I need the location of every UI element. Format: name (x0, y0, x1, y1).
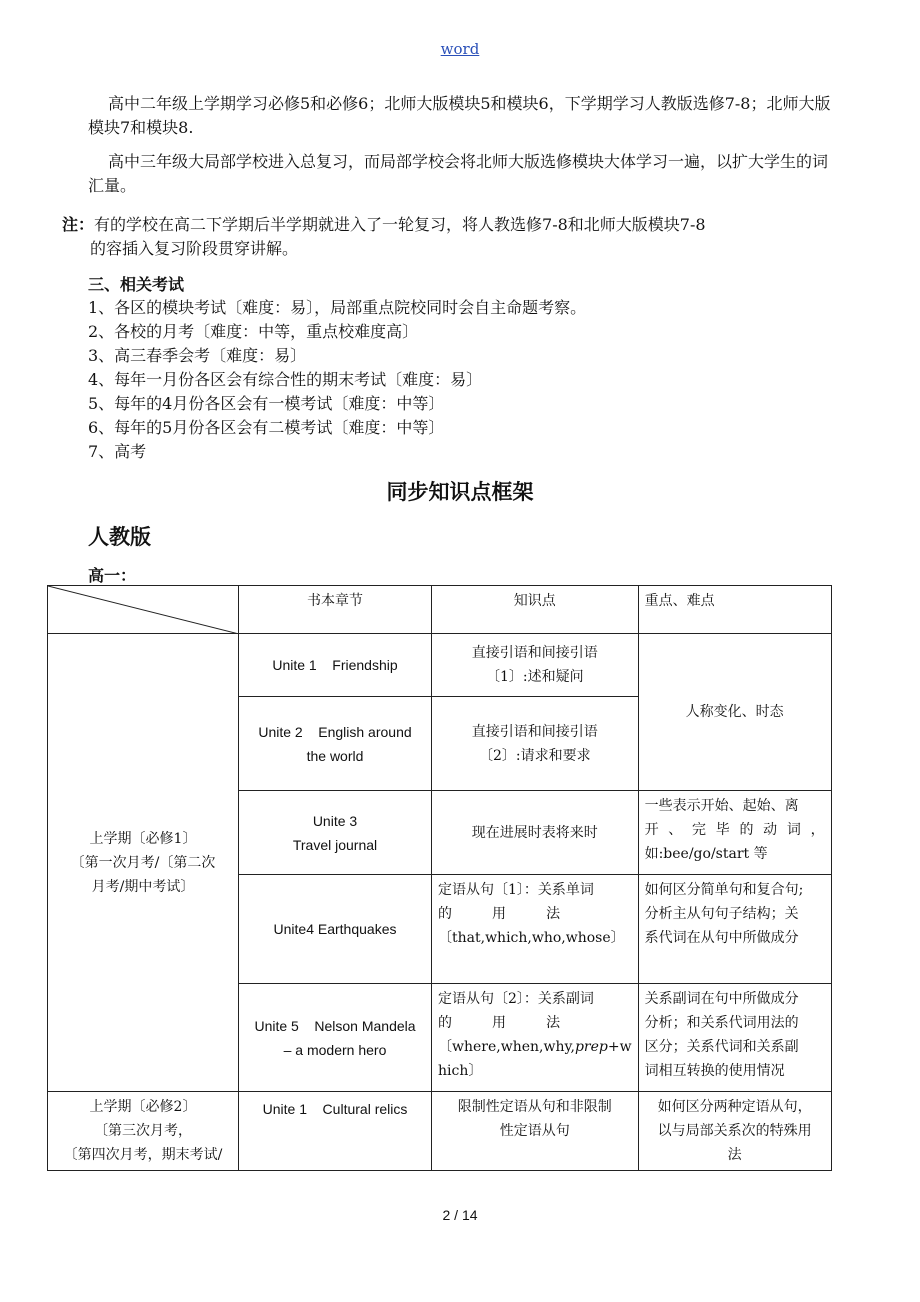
chapter-cell (239, 875, 432, 984)
point-line: 〔that,which,who,whose〕 (438, 930, 625, 946)
term1-line: 月考/期中考试〕 (91, 878, 195, 895)
point-cell (432, 697, 639, 791)
difficulty-line: 区分；关系代词和关系副 (644, 1039, 799, 1055)
header-word-link[interactable]: word (440, 40, 480, 58)
chapter-line: Unite 5 Nelson Mandela (254, 1017, 416, 1034)
list-item: 7、高考 (88, 442, 147, 461)
difficulty-line: 如:bee/go/start 等 (644, 846, 768, 862)
point-line: 〔2〕:请求和要求 (478, 747, 591, 764)
term2-line: 〔第四次月考，期末考试/ (63, 1147, 223, 1163)
difficulty-line: 如何区分两种定语从句， (657, 1099, 812, 1115)
point-cell (432, 791, 639, 875)
term1-cell (48, 634, 239, 1092)
point-line: 限制性定语从句和非限制 (457, 1099, 612, 1115)
difficulty-cell (638, 791, 831, 875)
difficulty-line: 法 (727, 1147, 742, 1163)
header-chapter: 书本章节 (239, 586, 432, 634)
header-difficulty: 重点、难点 (638, 586, 831, 634)
grade-heading: 高一： (88, 566, 137, 585)
chapter-cell (239, 634, 432, 697)
point-line: 直接引语和间接引语 (471, 645, 598, 661)
difficulty-line: 分析主从句句子结构；关 (644, 906, 799, 922)
difficulty-line: 一些表示开始、起始、离 (644, 798, 799, 814)
shared-difficulty-cell: 人称变化、时态 (638, 634, 831, 791)
difficulty-cell (638, 984, 831, 1092)
point-line: 的 用 法 (438, 906, 561, 922)
paragraph-grade2: 高中二年级上学期学习必修5和必修6；北师大版模块5和模块6，下学期学习人教版选修7-8；北师大版模块7和模块8. (88, 94, 831, 137)
page-title: 同步知识点框架 (386, 479, 534, 504)
point-cell (432, 984, 639, 1092)
edition-heading: 人教版 (88, 524, 151, 549)
chapter-cell (239, 697, 432, 791)
chapter-cell (239, 984, 432, 1092)
point-cell (432, 875, 639, 984)
point-fragment: 〔where,when,why, (438, 1039, 575, 1055)
note-paragraph (62, 213, 842, 261)
list-item: 3、高三春季会考〔难度：易〕 (88, 346, 307, 365)
note-line-1: 有的学校在高二下学期后半学期就进入了一轮复习，将人教选修7-8和北师大版模块7-8 (94, 215, 706, 234)
difficulty-line: 系代词在从句中所做成分 (644, 930, 799, 946)
chapter-line: Unite 1 Friendship (272, 657, 398, 673)
difficulty-cell (638, 1092, 831, 1171)
chapter-line: Unite 2 English around (258, 723, 412, 740)
point-line: 的 用 法 (438, 1015, 561, 1031)
header-knowledge-point: 知识点 (432, 586, 639, 634)
point-cell (432, 634, 639, 697)
difficulty-line: 以与局部关系次的特殊用 (657, 1123, 812, 1139)
chapter-line: Travel journal (292, 836, 378, 853)
paragraph-grade3: 高中三年级大局部学校进入总复习，而局部学校会将北师大版选修模块大体学习一遍，以扩大学生的词汇量。 (88, 152, 829, 195)
difficulty-line: 开 、 完 毕 的 动 词 ， (644, 822, 825, 838)
diagonal-header-cell (48, 586, 239, 634)
list-item: 4、每年一月份各区会有综合性的期末考试〔难度：易〕 (88, 370, 483, 389)
term1-line: 上学期〔必修1〕 (89, 830, 197, 847)
point-line: hich〕 (438, 1063, 483, 1079)
diagonal-line (48, 586, 239, 634)
exam-list (88, 296, 586, 464)
table-header-row (48, 586, 832, 634)
term1-line: 〔第一次月考/〔第二次 (70, 854, 216, 871)
point-cell (432, 1092, 639, 1171)
section-title-exams: 三、相关考试 (88, 275, 185, 294)
point-fragment-italic: prep (574, 1039, 608, 1055)
table-row (48, 634, 832, 697)
point-line: 现在进展时表将来时 (471, 824, 598, 841)
point-line (438, 1035, 632, 1059)
difficulty-line: 如何区分简单句和复合句; (644, 882, 804, 898)
difficulty-line: 分析；和关系代词用法的 (644, 1015, 799, 1031)
list-item: 5、每年的4月份各区会有一模考试〔难度：中等〕 (88, 394, 445, 413)
point-line: 性定语从句 (499, 1123, 570, 1139)
chapter-line: Unite 3 (312, 812, 358, 829)
term2-line: 上学期〔必修2〕 (89, 1099, 197, 1115)
point-line: 直接引语和间接引语 (471, 723, 598, 740)
point-line: 定语从句〔1〕：关系单词 (438, 882, 594, 898)
note-label: 注： (62, 215, 95, 234)
chapter-line: the world (306, 747, 364, 764)
chapter-cell (239, 1092, 432, 1171)
point-line: 定语从句〔2〕：关系副词 (438, 991, 594, 1007)
list-item: 1、各区的模块考试〔难度：易〕，局部重点院校同时会自主命题考察。 (88, 298, 587, 317)
list-item: 6、每年的5月份各区会有二模考试〔难度：中等〕 (88, 418, 445, 437)
chapter-line: Unite4 Earthquakes (273, 921, 397, 937)
difficulty-cell (638, 875, 831, 984)
term2-line: 〔第三次月考， (94, 1123, 192, 1139)
difficulty-line: 关系副词在句中所做成分 (644, 991, 799, 1007)
table-row (48, 1092, 832, 1171)
term2-cell (48, 1092, 239, 1171)
chapter-cell (239, 791, 432, 875)
page-number: 2 / 14 (442, 1207, 478, 1223)
list-item: 2、各校的月考〔难度：中等，重点校难度高〕 (88, 322, 419, 341)
note-line-2: 的容插入复习阶段贯穿讲解。 (90, 239, 299, 258)
chapter-line: Unite 1 Cultural relics (262, 1101, 408, 1117)
syllabus-table (47, 585, 832, 1171)
point-line: 〔1〕:述和疑问 (485, 669, 584, 685)
point-fragment: +w (607, 1039, 632, 1055)
difficulty-line: 词相互转换的使用情况 (644, 1063, 785, 1079)
chapter-line: – a modern hero (283, 1041, 387, 1058)
